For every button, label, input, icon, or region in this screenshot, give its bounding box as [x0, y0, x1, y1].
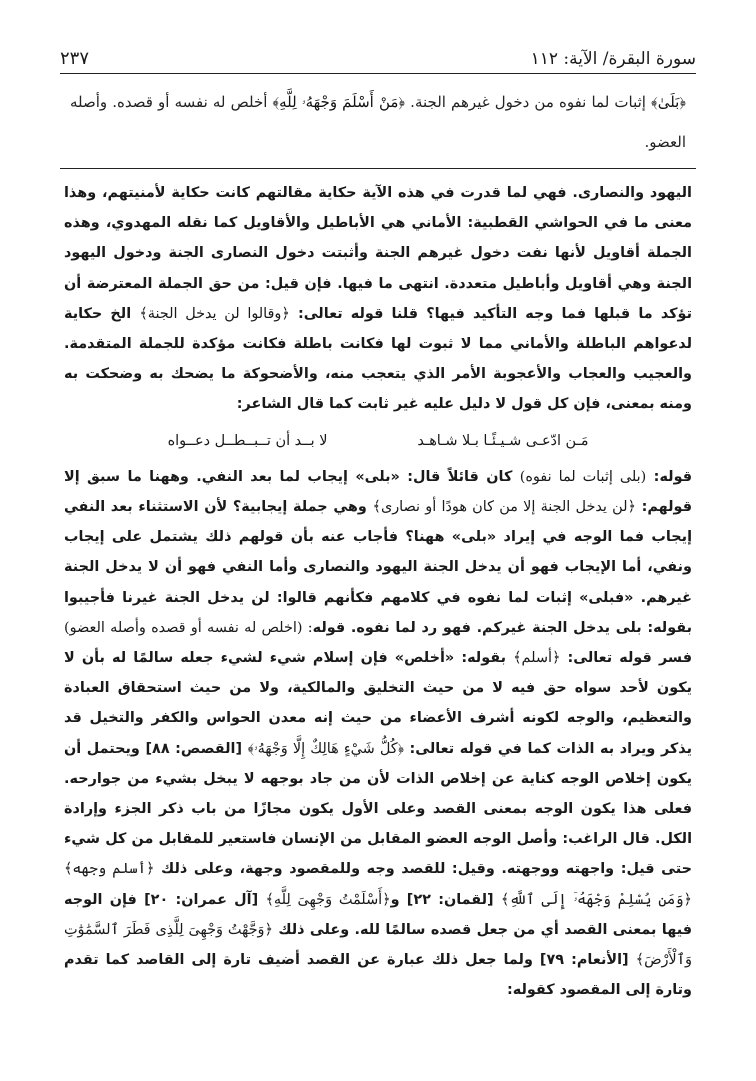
- quote: ﴿كُلُّ شَيْءٍ هَالِكٌ إِلَّا وَجْهَهُۥ﴾: [247, 740, 404, 757]
- running-title: سورة البقرة/ الآية: ١١٢: [530, 49, 696, 69]
- keyword: قوله: [312, 619, 346, 636]
- quote: ﴿لن يدخل الجنة إلا من كان هودًا أو نصارى﴾: [372, 499, 636, 516]
- quote: ﴿أَسْلَمْتُ وَجْهِىَ لِلَّهِ﴾: [265, 891, 391, 908]
- quote: ﴿وَجَّهْتُ وَجْهِىَ لِلَّذِى فَطَرَ ٱلسَّمَٰوَٰتِ وَٱلْأَرْضَ﴾: [64, 921, 692, 969]
- quote: (بلى إثبات لما نفوه): [519, 468, 647, 485]
- poem-first-hemistich: مَـن ادّعـى شـيـئًـا بـلا شـاهـد: [417, 432, 589, 449]
- paragraph: قوله: (بلى إثبات لما نفوه) كان قائلاً قال: «بلى» إيجاب لما بعد النفي. وههنا ما سبق إلا قولهم: ﴿لن يدخل الجنة إلا من كان هودًا أو نصارى﴾ وهي جملة إيجابية؟ لأن الاستثناء بعد النفي إيجاب فما الوجه في إيراد «بلى» ههنا؟ فأجاب عنه بأن قولهم ذلك يشتمل على إيجاب ونفي، أما الإيجاب فهو أن يدخل الجنة اليهود والنصارى وأما النفي فهو أن لا يدخل الجنة غيرهم. «فبلى» إثبات لما نفوه في كلامهم فكأنهم قالوا: لن يدخل الجنة غيرنا فأجيبوا بقوله: بلى يدخل الجنة غيركم. فهو رد لما نفوه. قوله: (اخلص له نفسه أو قصده وأصله العضو) فسر قوله تعالى: ﴿أسلم﴾ بقوله: «أخلص» فإن إسلام شيء لشيء جعله سالمًا له بأن لا يكون لأحد سواه حق فيه لا من حيث التخليق والمالكية، ولا من حيث استحقاق العبادة والتعظيم، والوجه لكونه أشرف الأعضاء من حيث إنه معدن الحواس والكفر والتخيل قد يذكر ويراد به الذات كما في قوله تعالى: ﴿كُلُّ شَيْءٍ هَالِكٌ إِلَّا وَجْهَهُۥ﴾ [القصص: ٨٨] ويحتمل أن يكون إخلاص الوجه كناية عن إخلاص الذات لأن من جاد بوجهه لا يبخل بشيء من جوارحه. فعلى هذا يكون الوجه بمعنى القصد وعلى الأول يكون مجازًا من باب ذكر الجزء وإرادة الكل. قال الراغب: وأصل الوجه العضو المقابل من الإنسان فاستعير للمقابل من كل شيء حتى قيل: واجهته ووجهته. وقيل: للقصد وجه وللمقصود وجهة، وعلى ذلك ﴿أسلم وجهه﴾ ﴿وَمَن يُسْلِمْ وَجْهَهُۥٓ إِلَى ٱللَّهِ﴾ [لقمان: ٢٢] و﴿أَسْلَمْتُ وَجْهِىَ لِلَّهِ﴾ [آل عمران: ٢٠] فإن الوجه فيها بمعنى القصد أي من جعل قصده سالمًا لله. وعلى ذلك ﴿وَجَّهْتُ وَجْهِىَ لِلَّذِى فَطَرَ ٱلسَّمَٰوَٰتِ وَٱلْأَرْضَ﴾ [الأنعام: ٧٩] ولما جعل ذلك عبارة عن القصد أضيف تارة إلى القاصد كما تقدم وتارة إلى المقصود كقوله:: [64, 468, 692, 999]
- page-number: ٢٣٧: [60, 48, 90, 69]
- poem-second-hemistich: لا بــد أن تــبــطــل دعــواه: [167, 432, 328, 449]
- page-header: [60, 40, 696, 74]
- paragraph: اليهود والنصارى. فهي لما قدرت في هذه الآية حكاية مقالتهم كانت حكاية لأمنيتهم، وهذا معنى ما في الحواشي القطبية: الأماني هي الأباطيل والأقاويل كما نقله المهدوي، وهذه الجملة أقاويل لأنها نفت دخول غيرهم الجنة وأثبتت دخول النصارى الجنة ودخول اليهود الجنة وهي أقاويل وأباطيل متعددة. انتهى ما فيها. فإن قيل: من حق الجملة المعترضة أن تؤكد ما قبلها فما وجه التأكيد فيها؟ قلنا قوله تعالى: ﴿وقالوا لن يدخل الجنة﴾ الخ حكاية لدعواهم الباطلة والأماني مما لا ثبوت لها فكانت باطلة فكانت مؤكدة للجملة المتقدمة. والعجيب والعجاب والأعجوبة الأمر الذي يتعجب منه، والأضحوكة ما يضحك به وضحكت به ومنه بمعنى، فإن كل قول لا دليل عليه غير ثابت كما قال الشاعر:: [64, 185, 692, 413]
- section-divider: [60, 168, 696, 169]
- upper-gloss: [70, 82, 686, 162]
- quote: ﴿أسلم وجهه﴾ ﴿وَمَن يُسْلِمْ وَجْهَهُۥٓ إِلَى ٱللَّهِ﴾: [64, 861, 692, 908]
- verse-bala: ﴿بَلَىٰ﴾: [651, 93, 686, 111]
- quote: ﴿أسلم﴾: [513, 650, 561, 667]
- quote: : (اخلص له نفسه أو قصده وأصله العضو): [64, 619, 313, 636]
- keyword: قوله: [659, 468, 692, 485]
- gloss-text: إثبات لما نفوه من دخول غيرهم الجنة.: [405, 93, 652, 111]
- quote: ﴿وقالوا لن يدخل الجنة﴾: [139, 305, 290, 322]
- commentary-body: [64, 178, 692, 1057]
- poem-verse: [64, 426, 692, 456]
- verse-man-aslama: ﴿مَنْ أَسْلَمَ وَجْهَهُۥ لِلَّهِ﴾: [272, 93, 406, 111]
- gloss-text: أخلص له نفسه أو قصده. وأصله العضو.: [70, 93, 686, 151]
